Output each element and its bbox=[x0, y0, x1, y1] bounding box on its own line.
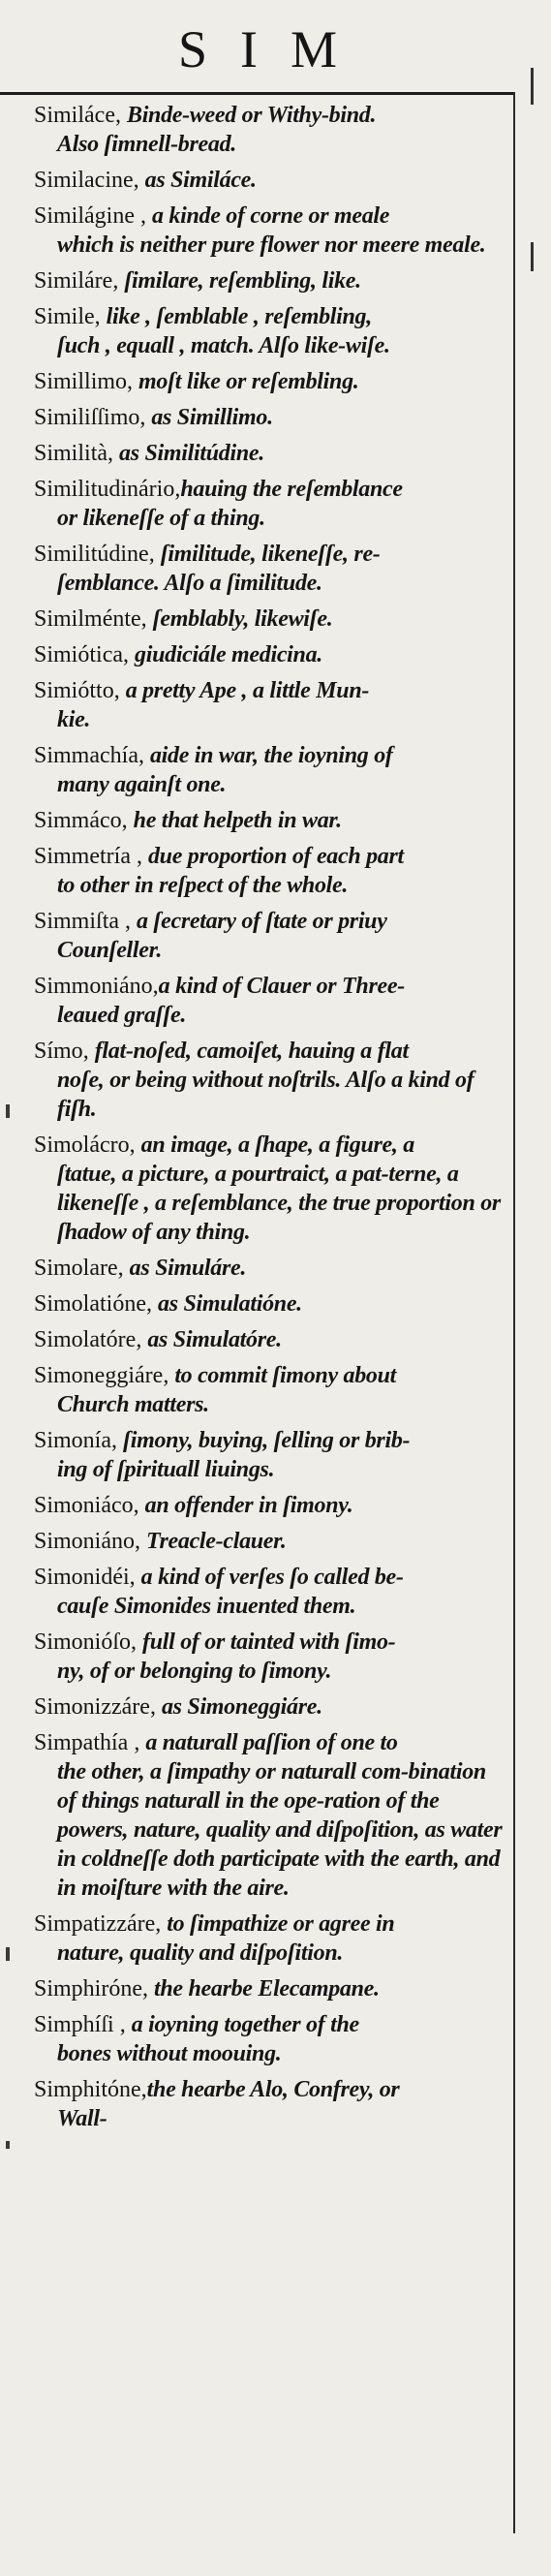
dictionary-entry bbox=[34, 439, 506, 468]
entry-definition: as Simoneggiáre. bbox=[161, 1694, 322, 1720]
dictionary-entry bbox=[34, 1563, 506, 1621]
entry-column bbox=[34, 101, 506, 2140]
entry-headword: Simolatióne bbox=[34, 1291, 146, 1317]
entry-headword: Similáce bbox=[34, 103, 115, 128]
entry-definition: as Simillimo. bbox=[151, 405, 273, 430]
dictionary-entry bbox=[34, 806, 506, 835]
entry-definition: as Simulatióne. bbox=[158, 1291, 302, 1317]
entry-separator: , bbox=[111, 1428, 124, 1453]
dictionary-entry bbox=[34, 1974, 506, 2003]
entry-definition-continued: or likeneſſe of a thing. bbox=[57, 506, 265, 531]
dictionary-entry bbox=[34, 676, 506, 734]
entry-definition-continued: to other in reſpect of the whole. bbox=[57, 873, 349, 898]
entry-definition-continued: leaued graſſe. bbox=[57, 1003, 187, 1028]
entry-separator: , bbox=[138, 743, 150, 768]
entry-headword: Simmachía bbox=[34, 743, 138, 768]
dictionary-entry bbox=[34, 266, 506, 295]
dictionary-entry bbox=[34, 1289, 506, 1319]
entry-headword: Simillimo bbox=[34, 369, 128, 394]
running-head: SIM bbox=[177, 20, 371, 78]
entry-definition: a pretty Ape , a little Mun- bbox=[125, 678, 370, 703]
gutter-mark bbox=[6, 2141, 10, 2149]
dictionary-entry bbox=[34, 540, 506, 598]
entry-headword: Similáre bbox=[34, 268, 113, 294]
dictionary-entry bbox=[34, 842, 506, 900]
dictionary-entry bbox=[34, 475, 506, 533]
gutter-mark bbox=[6, 1104, 10, 1118]
entry-definition-continued: Church matters. bbox=[57, 1392, 209, 1417]
entry-headword: Simolare bbox=[34, 1256, 118, 1281]
entry-definition-continued: ny, of or belonging to ſimony. bbox=[57, 1659, 332, 1684]
entry-separator: , bbox=[119, 909, 138, 934]
entry-definition: the hearbe Alo, Confrey, or bbox=[146, 2077, 400, 2102]
dictionary-entry bbox=[34, 1037, 506, 1124]
entry-definition: a ioyning together of the bbox=[131, 2012, 359, 2037]
entry-separator: , bbox=[163, 1363, 175, 1388]
entry-headword: Simmoniáno bbox=[34, 974, 153, 999]
entry-separator: , bbox=[114, 103, 127, 128]
entry-headword: Simonía bbox=[34, 1428, 112, 1453]
entry-definition: ſimilitude, likeneſſe, re- bbox=[160, 542, 381, 567]
entry-headword: Simoneggiáre bbox=[34, 1363, 164, 1388]
entry-headword: Simoniáco bbox=[34, 1493, 134, 1518]
entry-separator: , bbox=[152, 974, 159, 999]
entry-headword: Similménte bbox=[34, 606, 141, 632]
entry-definition-continued: bones without moouing. bbox=[57, 2041, 282, 2066]
entry-definition: as Simuláre. bbox=[129, 1256, 247, 1281]
dictionary-entry bbox=[34, 1728, 506, 1903]
entry-definition-continued: the other, a ſimpathy or naturall com-bination of things naturall in the ope-ration of the powers, nature, quality and diſpoſition, as water in coldneſſe doth participate with the earth, and in moiſture with the aire. bbox=[57, 1759, 503, 1901]
entry-definition: an image, a ſhape, a figure, a bbox=[140, 1133, 414, 1158]
entry-headword: Simonióſo bbox=[34, 1629, 132, 1655]
entry-separator: , bbox=[129, 1133, 141, 1158]
entry-headword: Similitudinário bbox=[34, 477, 175, 502]
entry-definition: full of or tainted with ſimo- bbox=[142, 1629, 396, 1655]
entry-headword: Simiótto bbox=[34, 678, 114, 703]
entry-headword: Similitúdine bbox=[34, 542, 149, 567]
entry-headword: Simolatóre bbox=[34, 1327, 137, 1352]
page-header bbox=[0, 0, 515, 85]
dictionary-entry bbox=[34, 1426, 506, 1484]
entry-definition: as Similitúdine. bbox=[119, 441, 264, 466]
entry-headword: Similità bbox=[34, 441, 108, 466]
entry-definition: flat-noſed, camoiſet, hauing a flat bbox=[94, 1039, 409, 1064]
entry-definition: a naturall paſſion of one to bbox=[145, 1730, 398, 1755]
dictionary-entry bbox=[34, 1628, 506, 1686]
entry-separator: , bbox=[107, 441, 120, 466]
entry-definition: like , ſemblable , reſembling, bbox=[106, 304, 372, 329]
entry-definition: a kind of verſes ſo called be- bbox=[140, 1565, 404, 1590]
entry-definition: he that helpeth in war. bbox=[133, 808, 342, 833]
dictionary-entry bbox=[34, 202, 506, 260]
edge-mark bbox=[531, 68, 534, 105]
entry-separator: , bbox=[129, 1565, 141, 1590]
dictionary-entry bbox=[34, 302, 506, 360]
entry-definition: due proportion of each part bbox=[147, 844, 404, 869]
entry-definition: Binde-weed or Withy-bind. bbox=[126, 103, 377, 128]
dictionary-entry bbox=[34, 367, 506, 396]
dictionary-entry bbox=[34, 1254, 506, 1283]
column-rule bbox=[513, 92, 515, 2533]
entry-separator: , bbox=[127, 369, 139, 394]
entry-headword: Simmetría bbox=[34, 844, 131, 869]
entry-definition: an offender in ſimony. bbox=[144, 1493, 353, 1518]
entry-definition-continued: kie. bbox=[57, 707, 91, 732]
dictionary-entry bbox=[34, 2010, 506, 2068]
entry-separator: , bbox=[136, 1327, 148, 1352]
entry-definition: aide in war, the ioyning of bbox=[149, 743, 393, 768]
entry-separator: , bbox=[140, 2077, 147, 2102]
entry-separator: , bbox=[131, 1629, 143, 1655]
entry-separator: , bbox=[130, 844, 148, 869]
entry-separator: , bbox=[146, 1291, 158, 1317]
entry-headword: Simonidéi bbox=[34, 1565, 130, 1590]
entry-definition: ſimony, buying, ſelling or brib- bbox=[123, 1428, 411, 1453]
edge-mark bbox=[531, 242, 534, 271]
gutter-mark bbox=[6, 1947, 10, 1961]
entry-separator: , bbox=[113, 678, 126, 703]
entry-separator: , bbox=[174, 477, 181, 502]
entry-definition: ſemblably, likewiſe. bbox=[152, 606, 333, 632]
entry-headword: Simmáco bbox=[34, 808, 122, 833]
entry-definition: a kinde of corne or meale bbox=[152, 203, 390, 229]
entry-definition: Treacle-clauer. bbox=[146, 1529, 287, 1554]
entry-headword: Similacine bbox=[34, 168, 134, 193]
entry-separator: , bbox=[135, 1529, 147, 1554]
entry-definition: as Similáce. bbox=[144, 168, 257, 193]
dictionary-entry bbox=[34, 1361, 506, 1419]
dictionary-entry bbox=[34, 1692, 506, 1722]
entry-definition-continued: which is neither pure flower nor meere meale. bbox=[57, 233, 486, 258]
dictionary-entry bbox=[34, 2075, 506, 2133]
entry-definition: to ſimpathize or agree in bbox=[167, 1911, 395, 1937]
header-rule bbox=[0, 92, 515, 95]
entry-definition-continued: noſe, or being without noſtrils. Alſo a kind of fiſh. bbox=[57, 1068, 474, 1122]
entry-separator: , bbox=[133, 1493, 145, 1518]
entry-definition-continued: ing of ſpirituall liuings. bbox=[57, 1457, 275, 1482]
entry-separator: , bbox=[121, 808, 134, 833]
entry-separator: , bbox=[148, 542, 161, 567]
entry-headword: Similágine bbox=[34, 203, 135, 229]
entry-separator: , bbox=[135, 203, 152, 229]
dictionary-entry bbox=[34, 1325, 506, 1354]
entry-separator: , bbox=[128, 1730, 146, 1755]
entry-headword: Simpathía bbox=[34, 1730, 129, 1755]
dictionary-entry bbox=[34, 605, 506, 634]
entry-definition: a kind of Clauer or Three- bbox=[158, 974, 405, 999]
entry-separator: , bbox=[117, 1256, 130, 1281]
entry-headword: Simphitóne bbox=[34, 2077, 141, 2102]
entry-definition-continued: ſtatue, a picture, a pourtraict, a pat-terne, a likeneſſe , a reſemblance, the true proportion or ſhadow of any thing. bbox=[57, 1162, 501, 1245]
entry-headword: Simphíſi bbox=[34, 2012, 114, 2037]
entry-headword: Simolácro bbox=[34, 1133, 130, 1158]
entry-definition-continued: nature, quality and diſpoſition. bbox=[57, 1940, 344, 1966]
entry-headword: Símo bbox=[34, 1039, 83, 1064]
entry-headword: Simile bbox=[34, 304, 95, 329]
dictionary-entry bbox=[34, 1131, 506, 1247]
entry-headword: Similiſſimo bbox=[34, 405, 140, 430]
entry-headword: Simphiróne bbox=[34, 1976, 142, 2002]
entry-separator: , bbox=[133, 168, 145, 193]
entry-separator: , bbox=[82, 1039, 95, 1064]
dictionary-entry bbox=[34, 640, 506, 669]
entry-definition: to commit ſimony about bbox=[174, 1363, 397, 1388]
dictionary-entry bbox=[34, 101, 506, 159]
entry-definition-continued: ſemblance. Alſo a ſimilitude. bbox=[57, 571, 322, 596]
dictionary-entry bbox=[34, 972, 506, 1030]
entry-separator: , bbox=[113, 2012, 132, 2037]
entry-separator: , bbox=[94, 304, 107, 329]
entry-separator: , bbox=[139, 405, 152, 430]
entry-separator: , bbox=[149, 1694, 162, 1720]
dictionary-entry bbox=[34, 907, 506, 965]
entry-separator: , bbox=[140, 606, 153, 632]
dictionary-entry bbox=[34, 1527, 506, 1556]
dictionary-entry bbox=[34, 1909, 506, 1968]
entry-definition: as Simulatóre. bbox=[147, 1327, 282, 1352]
dictionary-entry bbox=[34, 403, 506, 432]
entry-definition-continued: Also ſimnell-bread. bbox=[57, 132, 236, 157]
entry-definition: moſt like or reſembling. bbox=[138, 369, 359, 394]
entry-definition-continued: many againſt one. bbox=[57, 772, 227, 797]
entry-definition-continued: ſuch , equall , match. Alſo like-wiſe. bbox=[57, 333, 390, 358]
entry-definition-continued: Counſeller. bbox=[57, 938, 163, 963]
entry-separator: , bbox=[142, 1976, 154, 2002]
entry-definition-continued: cauſe Simonides inuented them. bbox=[57, 1594, 356, 1619]
dictionary-entry bbox=[34, 166, 506, 195]
entry-headword: Simoniáno bbox=[34, 1529, 136, 1554]
entry-definition: hauing the reſemblance bbox=[180, 477, 403, 502]
dictionary-entry bbox=[34, 1491, 506, 1520]
entry-headword: Simpatizzáre bbox=[34, 1911, 156, 1937]
entry-separator: , bbox=[123, 642, 135, 667]
entry-definition: the hearbe Elecampane. bbox=[154, 1976, 380, 2002]
entry-separator: , bbox=[112, 268, 125, 294]
entry-definition: giudiciále medicina. bbox=[135, 642, 322, 667]
entry-definition: ſimilare, reſembling, like. bbox=[124, 268, 361, 294]
entry-headword: Simonizzáre bbox=[34, 1694, 150, 1720]
entry-definition: a ſecretary of ſtate or priuy bbox=[137, 909, 387, 934]
entry-definition-continued: Wall- bbox=[57, 2106, 107, 2131]
dictionary-entry bbox=[34, 741, 506, 799]
entry-headword: Simmiſta bbox=[34, 909, 120, 934]
entry-separator: , bbox=[155, 1911, 168, 1937]
entry-headword: Simiótica bbox=[34, 642, 123, 667]
